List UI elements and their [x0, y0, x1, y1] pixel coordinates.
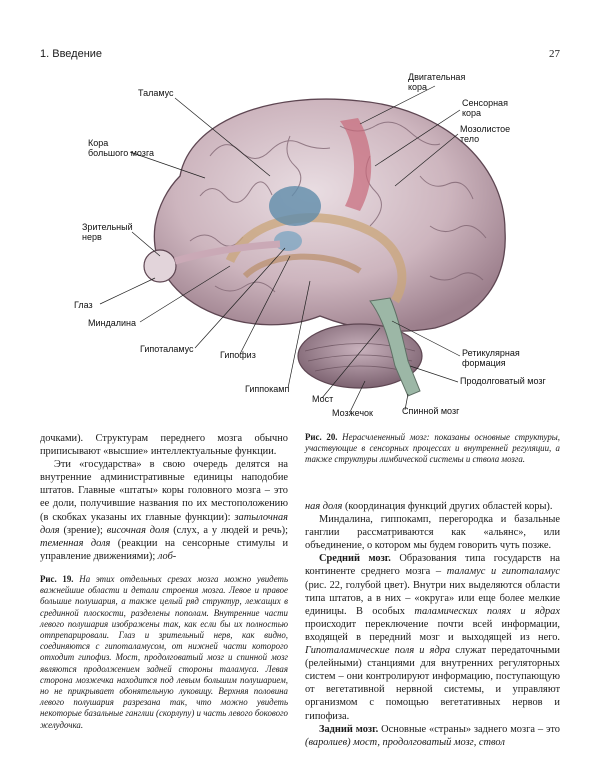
paragraph: дочками). Структурам переднего мозга обычно приписывают «высшие» интеллектуальные функции. [40, 433, 288, 458]
label-cerebellum: Мозжечок [332, 408, 373, 418]
label-medulla: Продолговатый мозг [460, 376, 546, 386]
thalamus-shape [269, 186, 321, 226]
brain-illustration [40, 66, 560, 418]
label-corpus-callosum: Мозолистое тело [460, 124, 511, 144]
label-eye: Глаз [74, 300, 93, 310]
figure-19-caption: Рис. 19. На этих отдельных срезах мозга можно увидеть важнейшие области и детали строения мозга. Левое и правое большие полушария, а также целый ряд структур, лежащих в срединной плоскости, разделены пополам. Внутренние части левого полушария изображены так, как если бы их полностью отпрепарировали. Глаз и зрительный нерв, как видно, соединяются с гипоталамусом, от нижней части которого отходит гипофиз. Мост, продолговатый мозг и спинной мозг являются продолжением задней стороны таламуса. Левая сторона мозжечка находится под левым большим полушарием, но не прикрывает обонятельную луковицу. Верхняя половина левого полушария разрезана так, что можно увидеть некоторые базальные ганглии (скорлупу) и часть левого бокового желудочка. [40, 574, 289, 730]
label-hypothalamus: Гипоталамус [140, 344, 194, 354]
page-number: 27 [549, 48, 560, 60]
paragraph-midbrain: Средний мозг. Образования типа государств на континенте среднего мозга – таламус и гипоталамус (рис. 22, голубой цвет). Внутри них выделяются области типа штатов, а в них – «округа» или еще более мелкие единицы. В особых таламических полях и ядрах происходит переключение почти всей информации, входящей в передний мозг и выходящей из него. Гипоталамические поля и ядра служат передаточными (релейными) станциями для внутренних регуляторных систем – они контролируют информацию, поступающую от вегетативной нервной системы, и управляют организмом с помощью вегетативных нервов и гипофиза. [305, 553, 560, 722]
eye-shape [144, 250, 176, 282]
label-sensory-cortex: Сенсорная кора [462, 98, 508, 118]
label-cerebral-cortex: Кора большого мозга [88, 138, 155, 158]
label-thalamus: Таламус [138, 88, 174, 98]
label-amygdala: Миндалина [88, 318, 137, 328]
label-pons: Мост [312, 394, 334, 404]
paragraph-hindbrain: Задний мозг. Основные «страны» заднего мозга – это (варолиев) мост, продолговатый мозг, ствол [305, 723, 560, 748]
label-spinal-cord: Спинной мозг [402, 406, 460, 416]
label-pituitary: Гипофиз [220, 350, 256, 360]
figure-20-caption: Рис. 20. Нерасчлененный мозг: показаны основные структуры, участвующие в сенсорных процессах и внутренней регуляции, а также структуры лимбической системы и ствола мозга. [305, 432, 560, 465]
right-text-column [305, 500, 560, 749]
chapter-title: 1. Введение [40, 48, 103, 60]
label-hippocampus: Гиппокамп [245, 384, 290, 394]
paragraph: Миндалина, гиппокамп, перегородка и базальные ганглии рассматриваются как «альянс», или объединение, о котором мы будем говорить чуть позже. [305, 514, 560, 552]
label-optic-nerve: Зрительный нерв [82, 222, 133, 242]
left-text-column [40, 432, 288, 563]
paragraph-lobes: Эти «государства» в свою очередь делятся на внутренние административные единицы наподобие штатов. Главные «штаты» коры головного мозга – это ее доли, получившие названия по их местоположению (в скобках указаны их главные функции): затылочная доля (зрение); височная доля (слух, а у людей и речь); теменная доля (реакции на сенсорные стимулы и управление движениями); лоб- [40, 459, 288, 562]
label-reticular-formation: Ретикулярная формация [462, 348, 520, 368]
label-motor-cortex: Двигательная кора [408, 72, 466, 92]
paragraph: ная доля (координация функций других областей коры). [305, 501, 553, 512]
page-header [40, 48, 560, 64]
